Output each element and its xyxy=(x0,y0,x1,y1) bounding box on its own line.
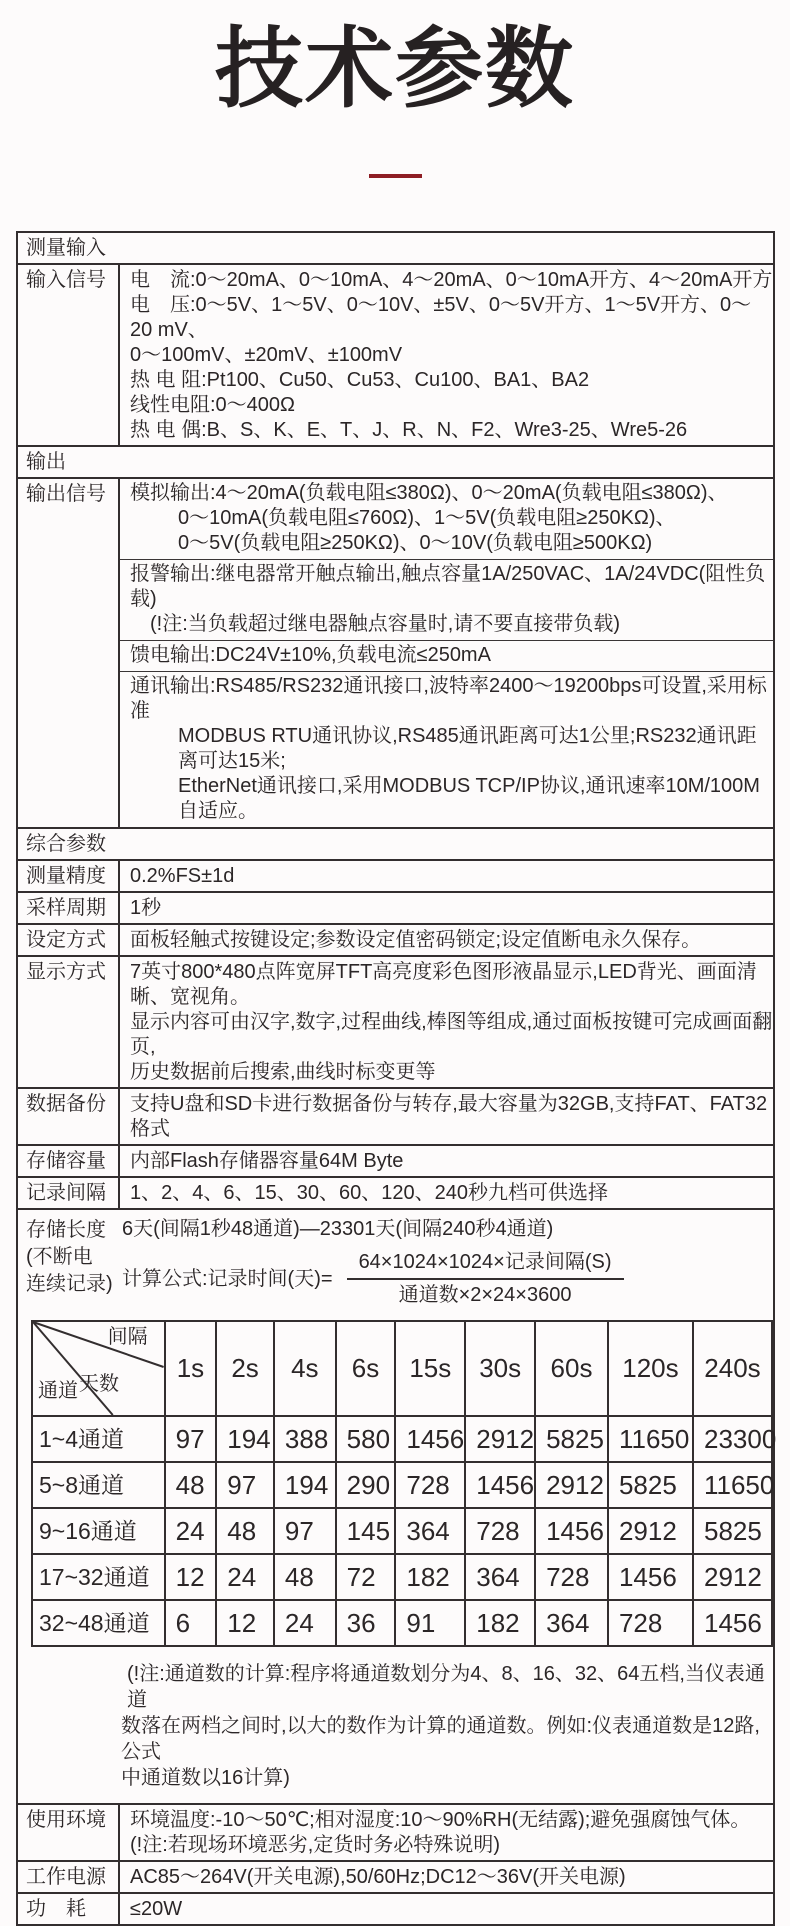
row-label-storage-capacity: 存储容量 xyxy=(18,1146,120,1176)
storage-days-cell: 24 xyxy=(216,1554,274,1600)
storage-days-cell: 580 xyxy=(336,1416,396,1462)
storage-days-cell: 728 xyxy=(465,1508,535,1554)
red-divider xyxy=(369,174,422,178)
comm-output-line: 通讯输出:RS485/RS232通讯接口,波特率2400～19200bps可设置,采用标准 xyxy=(130,675,767,722)
row-display-method xyxy=(18,955,773,1087)
display-method-line: 显示内容可由汉字,数字,过程曲线,棒图等组成,通过面板按键可完成画面翻页, xyxy=(130,1011,773,1058)
environment-content xyxy=(120,1805,773,1860)
channel-row-label: 1~4通道 xyxy=(32,1416,165,1462)
interval-column-header: 15s xyxy=(395,1321,465,1416)
row-label-sampling-period: 采样周期 xyxy=(18,893,120,923)
analog-output-cell xyxy=(120,479,773,559)
row-label-environment: 使用环境 xyxy=(18,1805,120,1860)
channel-row-label: 5~8通道 xyxy=(32,1462,165,1508)
storage-days-cell: 5825 xyxy=(693,1508,772,1554)
row-power-supply xyxy=(18,1860,773,1892)
storage-days-cell: 48 xyxy=(216,1508,274,1554)
row-label-data-backup: 数据备份 xyxy=(18,1089,120,1144)
storage-days-row xyxy=(32,1462,772,1508)
power-consumption-value: ≤20W xyxy=(130,1898,183,1920)
interval-column-header: 240s xyxy=(693,1321,772,1416)
row-label-input-signal: 输入信号 xyxy=(18,265,120,445)
storage-days-cell: 23300 xyxy=(693,1416,772,1462)
storage-length-label-line: 存储长度 xyxy=(26,1219,106,1241)
interval-column-header: 6s xyxy=(336,1321,396,1416)
section-measurement-input: 测量输入 xyxy=(26,237,106,259)
storage-days-cell: 182 xyxy=(465,1600,535,1646)
setting-method-value: 面板轻触式按键设定;参数设定值密码锁定;设定值断电永久保存。 xyxy=(130,929,702,951)
row-storage-capacity xyxy=(18,1144,773,1176)
storage-days-cell: 728 xyxy=(395,1462,465,1508)
storage-days-cell: 12 xyxy=(216,1600,274,1646)
storage-days-cell: 364 xyxy=(535,1600,608,1646)
interval-column-header: 2s xyxy=(216,1321,274,1416)
storage-days-cell: 182 xyxy=(395,1554,465,1600)
input-signal-content xyxy=(120,265,773,445)
feed-output-cell: 馈电输出:DC24V±10%,负载电流≤250mA xyxy=(120,640,773,671)
analog-output-line: 0～10mA(负载电阻≤760Ω)、1～5V(负载电阻≥250KΩ)、 xyxy=(178,507,676,529)
storage-days-cell: 194 xyxy=(216,1416,274,1462)
input-signal-line: 线性电阻:0～400Ω xyxy=(130,394,295,416)
spec-table xyxy=(16,231,775,1926)
row-label-accuracy: 测量精度 xyxy=(18,861,120,891)
storage-days-cell: 6 xyxy=(165,1600,217,1646)
corner-label-interval: 间隔 xyxy=(107,1326,148,1348)
storage-days-cell: 2912 xyxy=(535,1462,608,1508)
storage-days-cell: 2912 xyxy=(608,1508,693,1554)
interval-column-header: 30s xyxy=(465,1321,535,1416)
storage-days-cell: 290 xyxy=(336,1462,396,1508)
interval-column-header: 120s xyxy=(608,1321,693,1416)
accuracy-value: 0.2%FS±1d xyxy=(130,865,235,887)
row-storage-length xyxy=(18,1208,777,1803)
storage-range: 6天(间隔1秒48通道)—23301天(间隔240秒4通道) xyxy=(122,1218,554,1240)
storage-days-cell: 36 xyxy=(336,1600,396,1646)
storage-formula xyxy=(122,1250,773,1308)
storage-length-label-line: (不断电 xyxy=(26,1246,93,1268)
analog-output-line: 0～5V(负载电阻≥250KΩ)、0～10V(负载电阻≥500KΩ) xyxy=(178,532,653,554)
row-label-display-method: 显示方式 xyxy=(18,957,120,1087)
storage-days-cell: 12 xyxy=(165,1554,217,1600)
storage-days-cell: 1456 xyxy=(535,1508,608,1554)
output-signal-content xyxy=(120,479,773,827)
storage-days-cell: 5825 xyxy=(535,1416,608,1462)
storage-table-header-row xyxy=(32,1321,772,1416)
row-label-storage-length xyxy=(26,1217,113,1298)
comm-output-cell xyxy=(120,671,773,827)
storage-days-cell: 145 xyxy=(336,1508,396,1554)
storage-days-cell: 1456 xyxy=(395,1416,465,1462)
storage-length-label-line: 连续记录) xyxy=(26,1273,113,1295)
storage-days-row xyxy=(32,1508,772,1554)
storage-days-cell: 5825 xyxy=(608,1462,693,1508)
formula-numerator: 64×1024×1024×记录间隔(S) xyxy=(347,1250,624,1280)
channel-count-note xyxy=(121,1661,773,1791)
storage-days-cell: 728 xyxy=(535,1554,608,1600)
environment-line: (!注:若现场环境恶劣,定货时务必特殊说明) xyxy=(130,1834,500,1856)
storage-days-cell: 24 xyxy=(165,1508,217,1554)
storage-days-cell: 1456 xyxy=(465,1462,535,1508)
row-setting-method xyxy=(18,923,773,955)
note-line: 中通道数以16计算) xyxy=(121,1767,290,1789)
storage-days-cell: 72 xyxy=(336,1554,396,1600)
power-supply-value: AC85～264V(开关电源),50/60Hz;DC12～36V(开关电源) xyxy=(130,1866,626,1888)
input-signal-line: 热 电 偶:B、S、K、E、T、J、R、N、F2、Wre3-25、Wre5-26 xyxy=(130,419,688,441)
sampling-period-value: 1秒 xyxy=(130,897,162,919)
storage-days-cell: 2912 xyxy=(693,1554,772,1600)
storage-days-row xyxy=(32,1554,772,1600)
storage-days-cell: 24 xyxy=(274,1600,336,1646)
storage-days-cell: 48 xyxy=(274,1554,336,1600)
storage-days-cell: 48 xyxy=(165,1462,217,1508)
formula-denominator: 通道数×2×24×3600 xyxy=(398,1284,572,1306)
interval-column-header: 1s xyxy=(165,1321,217,1416)
row-output-signal xyxy=(18,477,773,827)
input-signal-line: 电 流:0～20mA、0～10mA、4～20mA、0～10mA开方、4～20mA开方 xyxy=(130,269,773,291)
channel-row-label: 9~16通道 xyxy=(32,1508,165,1554)
analog-output-line: 模拟输出:4～20mA(负载电阻≤380Ω)、0～20mA(负载电阻≤380Ω)、 xyxy=(130,482,728,504)
input-signal-line: 电 压:0～5V、1～5V、0～10V、±5V、0～5V开方、1～5V开方、0～20 mV、 xyxy=(130,294,752,341)
corner-label-days: 天数 xyxy=(79,1373,119,1395)
section-output: 输出 xyxy=(18,445,773,477)
row-label-power-consumption: 功 耗 xyxy=(18,1894,120,1924)
page-title: 技术参数 xyxy=(214,19,575,118)
storage-days-cell: 2912 xyxy=(465,1416,535,1462)
channel-row-label: 32~48通道 xyxy=(32,1600,165,1646)
comm-output-line: EtherNet通讯接口,采用MODBUS TCP/IP协议,通讯速率10M/100M自适应。 xyxy=(178,775,760,822)
row-input-signal xyxy=(18,263,773,445)
storage-days-cell: 728 xyxy=(608,1600,693,1646)
input-signal-line: 热 电 阻:Pt100、Cu50、Cu53、Cu100、BA1、BA2 xyxy=(130,369,590,391)
comm-output-line: MODBUS RTU通讯协议,RS485通讯距离可达1公里;RS232通讯距离可达15米; xyxy=(178,725,757,772)
interval-column-header: 60s xyxy=(535,1321,608,1416)
storage-days-cell: 388 xyxy=(274,1416,336,1462)
storage-days-cell: 194 xyxy=(274,1462,336,1508)
storage-days-row xyxy=(32,1600,772,1646)
row-label-power-supply: 工作电源 xyxy=(18,1862,120,1892)
row-accuracy xyxy=(18,859,773,891)
storage-days-cell: 1456 xyxy=(608,1554,693,1600)
section-general-params: 综合参数 xyxy=(18,827,773,859)
storage-days-cell: 91 xyxy=(395,1600,465,1646)
diagonal-corner-cell xyxy=(32,1321,165,1416)
display-method-line: 历史数据前后搜索,曲线时标变更等 xyxy=(130,1061,436,1083)
alarm-output-line: 报警输出:继电器常开触点输出,触点容量1A/250VAC、1A/24VDC(阻性负载) xyxy=(130,563,766,610)
alarm-output-cell xyxy=(120,559,773,640)
formula-fraction xyxy=(347,1250,624,1308)
row-record-interval xyxy=(18,1176,773,1208)
storage-days-cell: 97 xyxy=(274,1508,336,1554)
storage-days-row xyxy=(32,1416,772,1462)
note-line: 数落在两档之间时,以大的数作为计算的通道数。例如:仪表通道数是12路,公式 xyxy=(121,1715,760,1763)
storage-days-cell: 1456 xyxy=(693,1600,772,1646)
display-method-content xyxy=(120,957,773,1087)
storage-days-cell: 364 xyxy=(395,1508,465,1554)
interval-column-header: 4s xyxy=(274,1321,336,1416)
storage-days-cell: 97 xyxy=(165,1416,217,1462)
storage-days-cell: 11650 xyxy=(608,1416,693,1462)
row-label-output-signal: 输出信号 xyxy=(18,479,120,827)
input-signal-line: 0～100mV、±20mV、±100mV xyxy=(130,344,403,366)
record-interval-value: 1、2、4、6、15、30、60、120、240秒九档可供选择 xyxy=(130,1182,608,1204)
storage-days-table xyxy=(31,1320,777,1647)
row-label-record-interval: 记录间隔 xyxy=(18,1178,120,1208)
note-line: (!注:通道数的计算:程序将通道数划分为4、8、16、32、64五档,当仪表通道 xyxy=(127,1663,765,1711)
environment-line: 环境温度:-10～50℃;相对湿度:10～90%RH(无结露);避免强腐蚀气体。 xyxy=(130,1809,751,1831)
channel-row-label: 17~32通道 xyxy=(32,1554,165,1600)
corner-label-channels: 通道 xyxy=(38,1380,78,1402)
alarm-output-line: (!注:当负载超过继电器触点容量时,请不要直接带负载) xyxy=(150,613,620,635)
storage-days-cell: 97 xyxy=(216,1462,274,1508)
storage-capacity-value: 内部Flash存储器容量64M Byte xyxy=(130,1150,404,1172)
storage-days-cell: 364 xyxy=(465,1554,535,1600)
row-label-setting-method: 设定方式 xyxy=(18,925,120,955)
data-backup-value: 支持U盘和SD卡进行数据备份与转存,最大容量为32GB,支持FAT、FAT32格式 xyxy=(130,1093,768,1140)
row-environment xyxy=(18,1803,773,1860)
row-sampling-period xyxy=(18,891,773,923)
row-power-consumption xyxy=(18,1892,773,1924)
storage-days-cell: 11650 xyxy=(693,1462,772,1508)
display-method-line: 7英寸800*480点阵宽屏TFT高亮度彩色图形液晶显示,LED背光、画面清晰、宽视角。 xyxy=(130,961,757,1008)
formula-prefix: 计算公式:记录时间(天)= xyxy=(122,1267,333,1290)
row-data-backup xyxy=(18,1087,773,1144)
